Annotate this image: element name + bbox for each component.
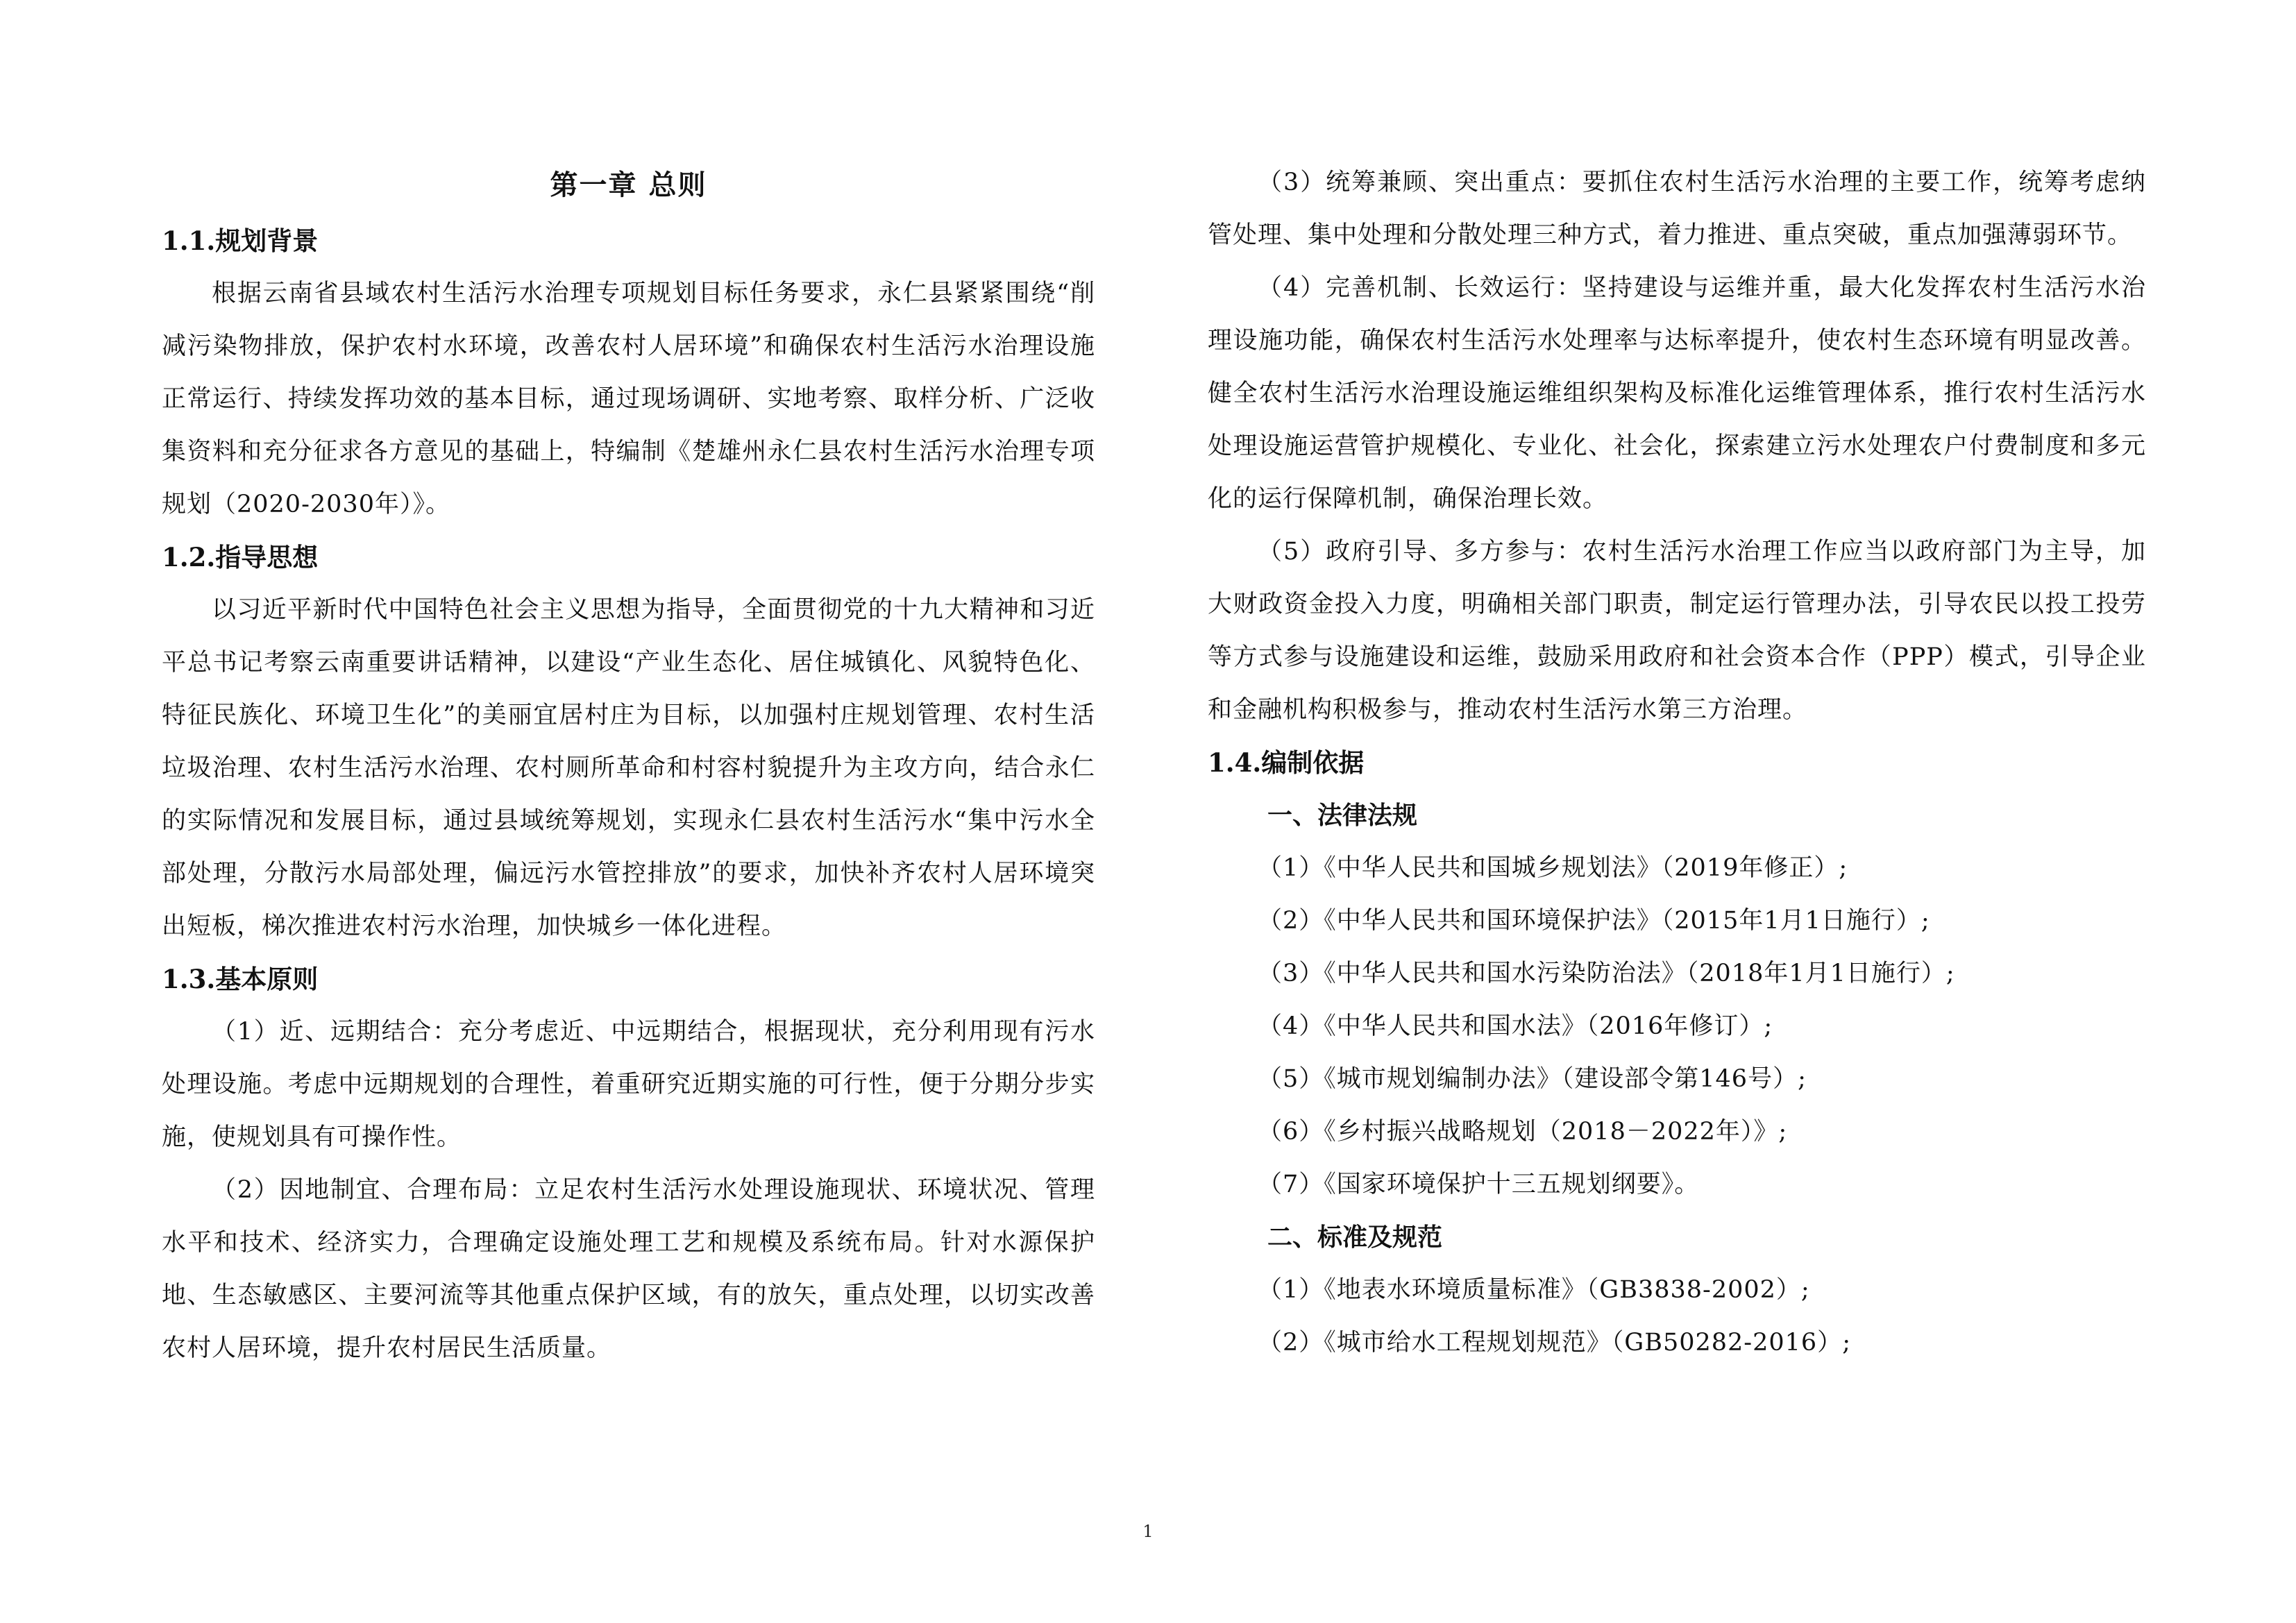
- paragraph-principle-3: （3）统筹兼顾、突出重点：要抓住农村生活污水治理的主要工作，统筹考虑纳管处理、集中处理和分散处理三种方式，着力推进、重点突破，重点加强薄弱环节。: [1208, 169, 2146, 249]
- law-item: （2）《中华人民共和国环境保护法》（2015年1月1日施行）;: [1258, 907, 1930, 935]
- law-item: （7）《国家环境保护十三五规划纲要》。: [1258, 1171, 1700, 1198]
- subsection-title-laws: 一、法律法规: [1267, 801, 1418, 830]
- section-title-basic-principles: 1.3.基本原则: [162, 964, 319, 994]
- left-column: [162, 156, 1095, 1375]
- law-item: （5）《城市规划编制办法》（建设部令第146号）;: [1258, 1065, 1807, 1093]
- section-title-basis: 1.4.编制依据: [1208, 747, 1365, 778]
- law-item: （1）《中华人民共和国城乡规划法》（2019年修正）;: [1258, 854, 1848, 882]
- chapter-title: 第一章 总则: [550, 169, 707, 201]
- law-item: （6）《乡村振兴战略规划（2018－2022年）》;: [1258, 1118, 1788, 1146]
- paragraph-principle-5: （5）政府引导、多方参与：农村生活污水治理工作应当以政府部门为主导，加大财政资金投入力度，明确相关部门职责，制定运行管理办法，引导农民以投工投劳等方式参与设施建设和运维，鼓励采用政府和社会资本合作（PPP）模式，引导企业和金融机构积极参与，推动农村生活污水第三方治理。: [1208, 538, 2146, 724]
- standard-item: （2）《城市给水工程规划规范》（GB50282-2016）;: [1258, 1329, 1851, 1357]
- section-title-background: 1.1.规划背景: [162, 226, 319, 256]
- paragraph-principle-2: （2）因地制宜、合理布局：立足农村生活污水处理设施现状、环境状况、管理水平和技术、经济实力，合理确定设施处理工艺和规模及系统布局。针对水源保护地、生态敏感区、主要河流等其他重点保护区域，有的放矢，重点处理，以切实改善农村人居环境，提升农村居民生活质量。: [162, 1176, 1095, 1362]
- subsection-title-standards: 二、标准及规范: [1267, 1223, 1443, 1252]
- paragraph-principle-1: （1）近、远期结合：充分考虑近、中远期结合，根据现状，充分利用现有污水处理设施。考虑中远期规划的合理性，着重研究近期实施的可行性，便于分期分步实施，使规划具有可操作性。: [162, 1018, 1095, 1151]
- law-item: （4）《中华人民共和国水法》（2016年修订）;: [1258, 1012, 1773, 1040]
- paragraph-principle-4: （4）完善机制、长效运行：坚持建设与运维并重，最大化发挥农村生活污水治理设施功能，确保农村生活污水处理率与达标率提升，使农村生态环境有明显改善。健全农村生活污水治理设施运维组织架构及标准化运维管理体系，推行农村生活污水处理设施运营管护规模化、专业化、社会化，探索建立污水处理农户付费制度和多元化的运行保障机制，确保治理长效。: [1208, 274, 2146, 513]
- paragraph-background: 根据云南省县域农村生活污水治理专项规划目标任务要求，永仁县紧紧围绕“削减污染物排放，保护农村水环境，改善农村人居环境”和确保农村生活污水治理设施正常运行、持续发挥功效的基本目标，通过现场调研、实地考察、取样分析、广泛收集资料和充分征求各方意见的基础上，特编制《楚雄州永仁县农村生活污水治理专项规划（2020-2030年）》。: [162, 280, 1095, 518]
- standard-item: （1）《地表水环境质量标准》（GB3838-2002）;: [1258, 1276, 1810, 1304]
- page-number: 1: [1142, 1522, 1154, 1541]
- law-item: （3）《中华人民共和国水污染防治法》（2018年1月1日施行）;: [1258, 960, 1955, 987]
- section-title-guiding-ideology: 1.2.指导思想: [162, 542, 319, 572]
- right-column: [1208, 156, 2146, 1369]
- paragraph-guiding-ideology: 以习近平新时代中国特色社会主义思想为指导，全面贯彻党的十九大精神和习近平总书记考察云南重要讲话精神，以建设“产业生态化、居住城镇化、风貌特色化、特征民族化、环境卫生化”的美丽宜居村庄为目标，以加强村庄规划管理、农村生活垃圾治理、农村生活污水治理、农村厕所革命和村容村貌提升为主攻方向，结合永仁的实际情况和发展目标，通过县域统筹规划，实现永仁县农村生活污水“集中污水全部处理，分散污水局部处理，偏远污水管控排放”的要求，加快补齐农村人居环境突出短板，梯次推进农村污水治理，加快城乡一体化进程。: [162, 596, 1095, 940]
